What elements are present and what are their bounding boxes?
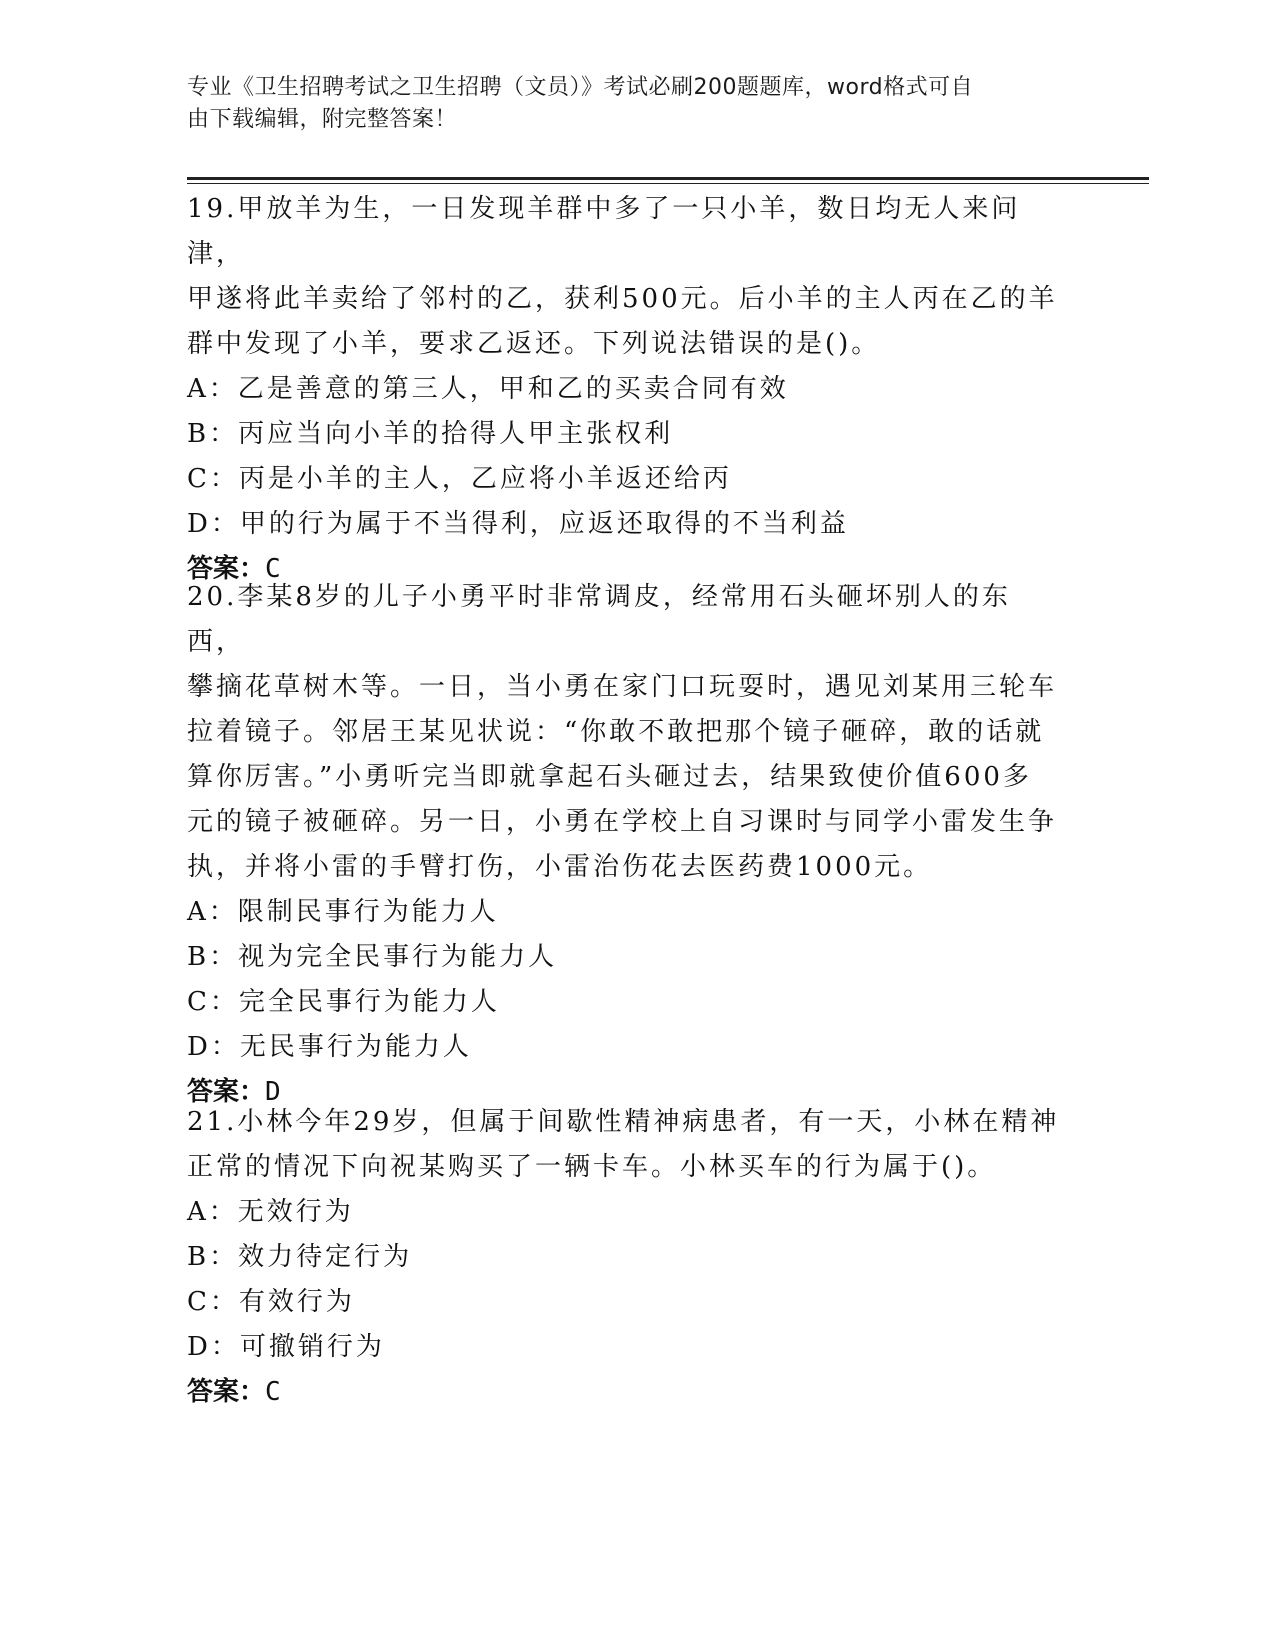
question-19: [187, 187, 1067, 592]
option-b: B：丙应当向小羊的拾得人甲主张权利: [187, 419, 674, 449]
question-stem-line: 拉着镜子。邻居王某见状说：“你敢不敢把那个镜子砸碎，敢的话就: [187, 717, 1045, 747]
option-c: C：丙是小羊的主人，乙应将小羊返还给丙: [187, 464, 732, 494]
option-a: A：限制民事行为能力人: [187, 897, 499, 927]
header-divider-thick: [187, 177, 1149, 180]
option-a: A：乙是善意的第三人，甲和乙的买卖合同有效: [187, 374, 789, 404]
question-20: [187, 575, 1067, 1115]
answer-value: C: [265, 1377, 281, 1407]
option-b: B：视为完全民事行为能力人: [187, 942, 558, 972]
header-line-1: 专业《卫生招聘考试之卫生招聘（文员）》考试必刷200题题库，word格式可自: [187, 75, 974, 100]
header-divider-thin: [187, 183, 1149, 184]
document-header: [187, 72, 1067, 136]
question-stem-line: 甲遂将此羊卖给了邻村的乙，获利500元。后小羊的主人丙在乙的羊: [187, 284, 1058, 314]
answer-label: 答案：: [187, 1377, 266, 1407]
question-stem-line: 20.李某8岁的儿子小勇平时非常调皮，经常用石头砸坏别人的东西，: [187, 582, 1011, 657]
question-stem-line: 元的镜子被砸碎。另一日，小勇在学校上自习课时与同学小雷发生争: [187, 807, 1058, 837]
answer-value: D: [265, 1077, 281, 1107]
option-c: C：完全民事行为能力人: [187, 987, 500, 1017]
option-b: B：效力待定行为: [187, 1242, 413, 1272]
option-d: D：无民事行为能力人: [187, 1032, 472, 1062]
question-stem-line: 正常的情况下向祝某购买了一辆卡车。小林买车的行为属于()。: [187, 1152, 997, 1182]
option-d: D：甲的行为属于不当得利，应返还取得的不当利益: [187, 509, 849, 539]
question-stem-line: 算你厉害。”小勇听完当即就拿起石头砸过去，结果致使价值600多: [187, 762, 1032, 792]
option-a: A：无效行为: [187, 1197, 354, 1227]
question-21: [187, 1100, 1067, 1415]
question-stem-line: 攀摘花草树木等。一日，当小勇在家门口玩耍时，遇见刘某用三轮车: [187, 672, 1058, 702]
answer-value: C: [265, 554, 281, 584]
question-stem-line: 21.小林今年29岁，但属于间歇性精神病患者，有一天，小林在精神: [187, 1107, 1060, 1137]
question-stem-line: 群中发现了小羊，要求乙返还。下列说法错误的是()。: [187, 329, 881, 359]
header-line-2: 由下载编辑，附完整答案！: [187, 107, 458, 132]
question-stem-line: 执，并将小雷的手臂打伤，小雷治伤花去医药费1000元。: [187, 852, 933, 882]
answer-label: 答案：: [187, 554, 266, 584]
question-stem-line: 19.甲放羊为生，一日发现羊群中多了一只小羊，数日均无人来问津，: [187, 194, 1021, 269]
option-d: D：可撤销行为: [187, 1332, 385, 1362]
option-c: C：有效行为: [187, 1287, 355, 1317]
answer-line: [187, 1370, 1067, 1415]
answer-label: 答案：: [187, 1077, 266, 1107]
